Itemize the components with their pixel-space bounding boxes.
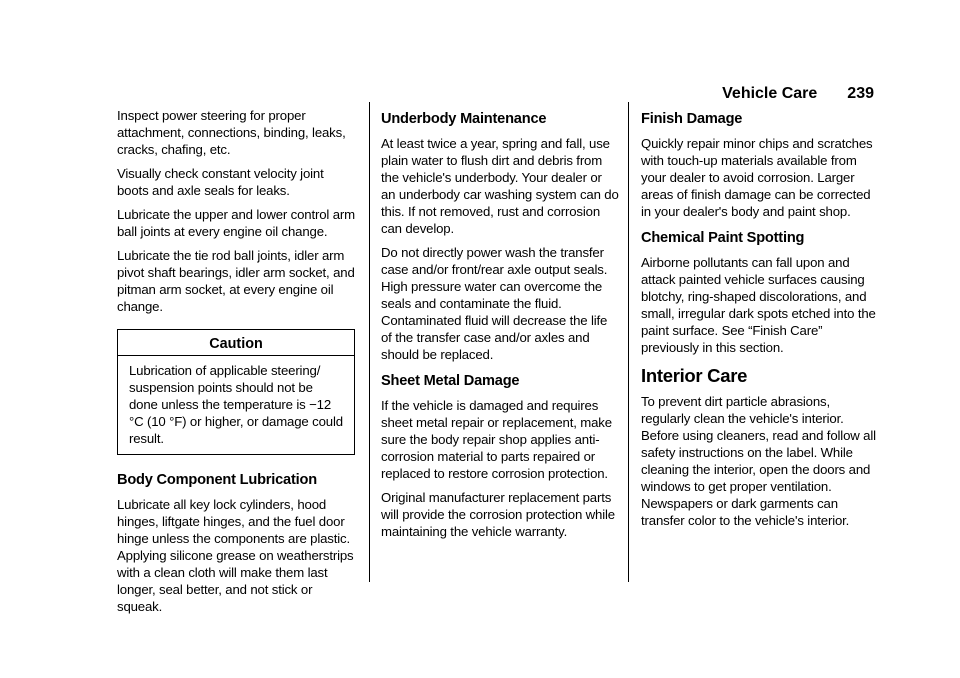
paragraph: Lubricate the tie rod ball joints, idler arm pivot shaft bearings, idler arm socket, and pitman arm socket, at every engine oil change. (117, 248, 355, 314)
heading-underbody-maintenance: Underbody Maintenance (381, 111, 547, 127)
paragraph: Original manufacturer replacement parts will provide the corrosion protection while maintaining the vehicle warranty. (381, 490, 615, 539)
paragraph: Lubricate all key lock cylinders, hood hinges, liftgate hinges, and the fuel door hinge unless the components are plastic. Applying silicone grease on weatherstrips with a clean cloth will make them last longer, seal better, and not stick or squeak. (117, 497, 354, 614)
paragraph: If the vehicle is damaged and requires sheet metal repair or replacement, make sure the body repair shop applies anti-corrosion material to parts repaired or replaced to restore corrosion protection. (381, 398, 612, 481)
column-divider (369, 102, 370, 582)
page-number: 239 (847, 85, 874, 102)
paragraph: To prevent dirt particle abrasions, regularly clean the vehicle's interior. Before using cleaners, read and follow all safety instructions on the label. While cleaning the interior, open the doors and windows to get proper ventilation. Newspapers or dark garments can transfer color to the vehicle's interior. (641, 394, 876, 528)
caution-title: Caution (118, 330, 354, 356)
paragraph: Lubricate the upper and lower control arm ball joints at every engine oil change. (117, 207, 355, 239)
paragraph: Quickly repair minor chips and scratches with touch-up materials available from your dealer to avoid corrosion. Larger areas of finish damage can be corrected in your dealer's body and paint shop. (641, 136, 873, 219)
paragraph: Do not directly power wash the transfer case and/or front/rear axle output seals. High pressure water can overcome the seals and contaminate the fluid. Contaminated fluid will decrease the life of the transfer case and/or axles and should be replaced. (381, 245, 608, 362)
column-divider (628, 102, 629, 582)
paragraph: At least twice a year, spring and fall, use plain water to flush dirt and debris from the vehicle's underbody. Your dealer or an underbody car washing system can do this. If not removed, rust and corrosion can develop. (381, 136, 619, 236)
paragraph: Airborne pollutants can fall upon and attack painted vehicle surfaces causing blotchy, ring-shaped discolorations, and small, irregular dark spots etched into the paint surface. See “Finish Care” previously in this section. (641, 255, 876, 355)
heading-body-component-lubrication: Body Component Lubrication (117, 472, 317, 488)
heading-sheet-metal-damage: Sheet Metal Damage (381, 373, 520, 389)
paragraph: Inspect power steering for proper attachment, connections, binding, leaks, cracks, chafing, etc. (117, 108, 346, 157)
caution-box (117, 329, 355, 455)
paragraph: Visually check constant velocity joint boots and axle seals for leaks. (117, 166, 324, 198)
heading-interior-care: Interior Care (641, 365, 748, 386)
section-title: Vehicle Care (722, 85, 818, 102)
caution-text: Lubrication of applicable steering/ suspension points should not be done unless the temperature is −12 °C (10 °F) or higher, or damage could result. (129, 363, 343, 446)
heading-chemical-paint-spotting: Chemical Paint Spotting (641, 230, 805, 246)
column-right (641, 107, 879, 536)
heading-finish-damage: Finish Damage (641, 111, 743, 127)
column-middle (381, 107, 619, 547)
column-left (117, 107, 355, 622)
page-header (0, 84, 874, 104)
